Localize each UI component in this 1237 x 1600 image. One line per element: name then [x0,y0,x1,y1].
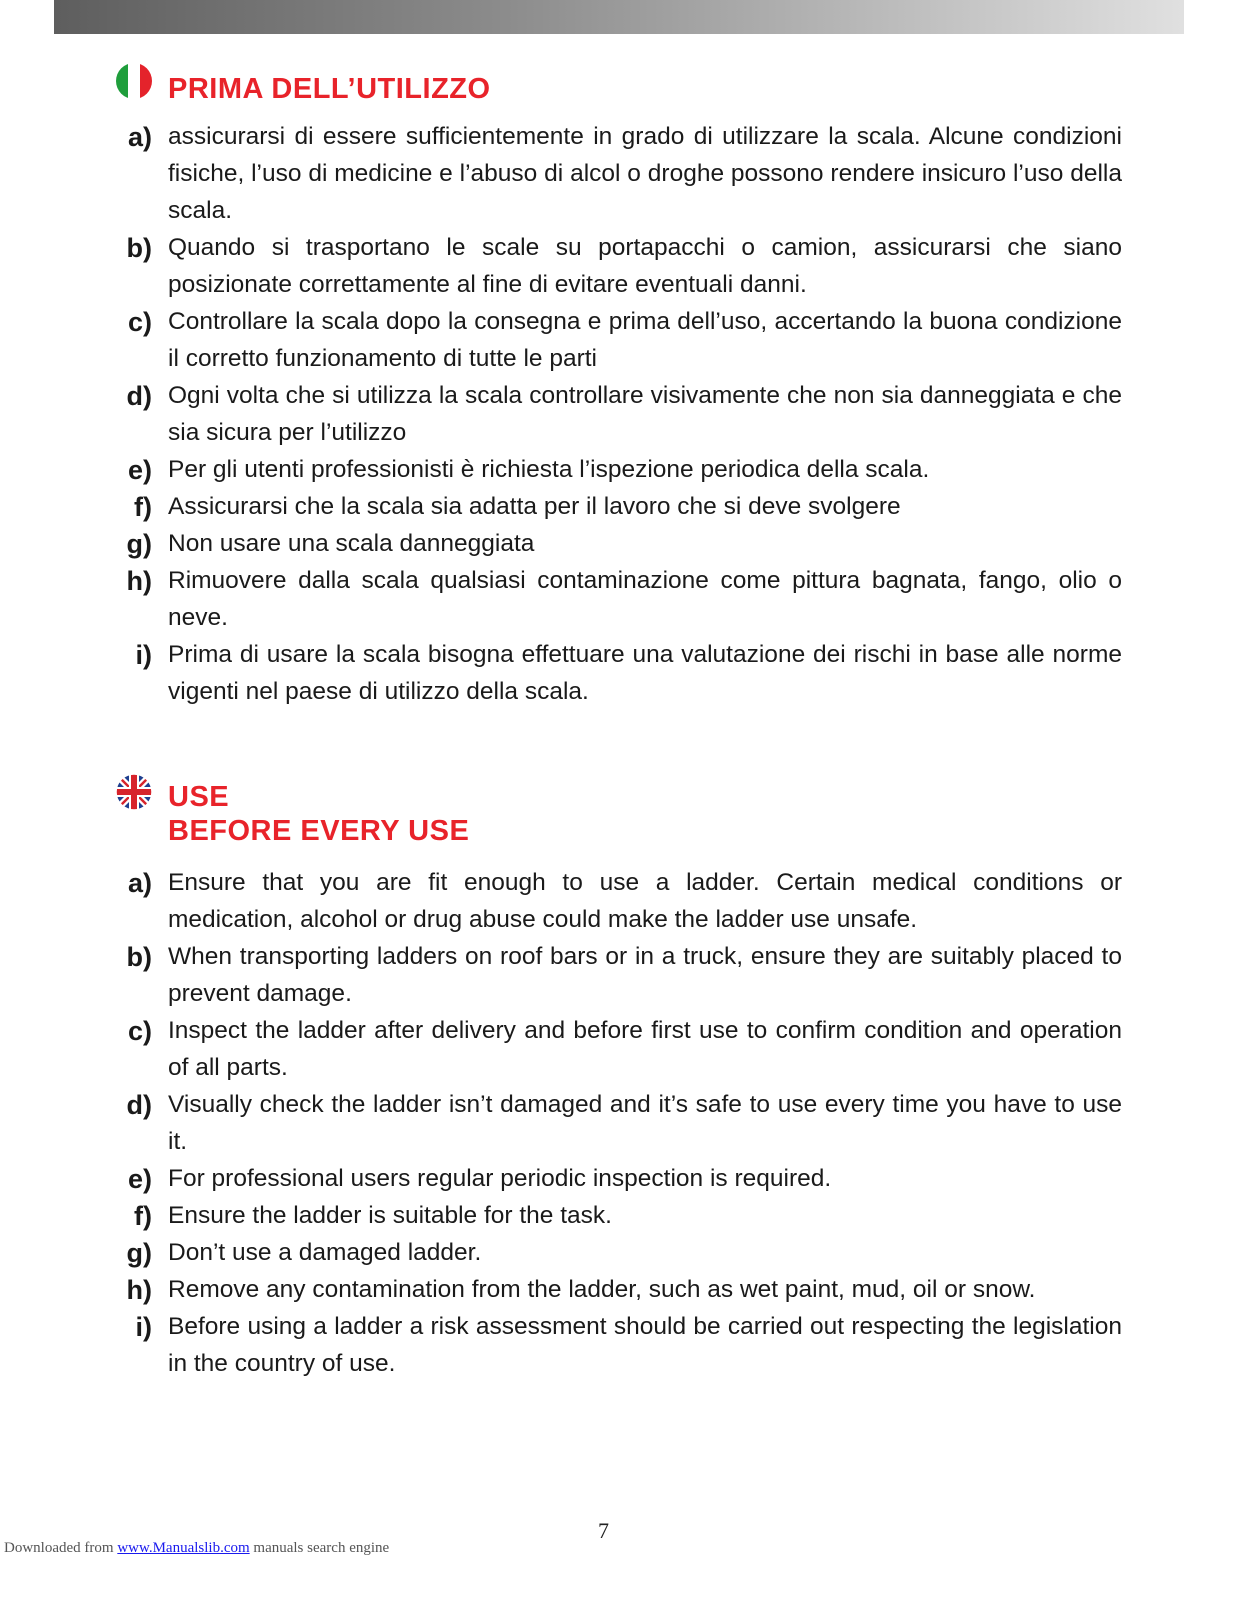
item-text: Inspect the ladder after delivery and before first use to confirm condition and operation of all parts. [168,1017,1122,1081]
list-item [0,1197,1237,1234]
item-marker: d) [126,381,152,411]
item-marker: h) [126,1275,152,1305]
italy-flag-icon [114,62,154,100]
item-list-italian [0,118,1237,710]
list-item [0,229,1237,303]
item-marker: g) [126,529,152,559]
item-text: Prima di usare la scala bisogna effettuare una valutazione dei rischi in base alle norme vigenti nel paese di utilizzo della scala. [168,641,1122,705]
list-item [0,1234,1237,1271]
item-marker: f) [134,492,152,522]
list-item [0,1160,1237,1197]
item-text: Per gli utenti professionisti è richiesta l’ispezione periodica della scala. [168,456,930,483]
item-marker: e) [127,455,152,485]
item-text: Don’t use a damaged ladder. [168,1239,482,1266]
heading-line-2: BEFORE EVERY USE [168,815,470,847]
item-marker: h) [126,566,152,596]
item-text: Ogni volta che si utilizza la scala controllare visivamente che non sia danneggiata e che sia sicura per l’utilizzo [168,382,1122,446]
item-text: Assicurarsi che la scala sia adatta per il lavoro che si deve svolgere [168,493,901,520]
item-marker: a) [127,868,152,898]
item-text: Controllare la scala dopo la consegna e prima dell’uso, accertando la buona condizione il corretto funzionamento di tutte le parti [168,308,1122,372]
item-marker: f) [134,1201,152,1231]
list-item [0,303,1237,377]
item-marker: g) [126,1238,152,1268]
item-marker: d) [126,1090,152,1120]
list-item [0,938,1237,1012]
list-item [0,636,1237,710]
item-text: Quando si trasportano le scale su portapacchi o camion, assicurarsi che siano posizionate correttamente al fine di evitare eventuali danni. [168,234,1122,298]
list-item [0,451,1237,488]
item-text: Before using a ladder a risk assessment should be carried out respecting the legislation in the country of use. [168,1313,1122,1377]
item-text: Visually check the ladder isn’t damaged and it’s safe to use every time you have to use it. [168,1091,1122,1155]
list-item [0,488,1237,525]
item-text: assicurarsi di essere sufficientemente in grado di utilizzare la scala. Alcune condizioni fisiche, l’uso di medicine e l’abuso di alcol o droghe possono rendere insicuro l’uso della scala. [168,123,1122,224]
footer-link[interactable]: www.Manualslib.com [117,1540,250,1556]
item-marker: c) [127,1016,152,1046]
item-marker: i) [135,640,152,670]
item-marker: e) [127,1164,152,1194]
list-item [0,864,1237,938]
list-item [0,1086,1237,1160]
item-marker: b) [126,942,152,972]
item-text: Ensure the ladder is suitable for the task. [168,1202,612,1229]
item-marker: b) [126,233,152,263]
item-text: Rimuovere dalla scala qualsiasi contaminazione come pittura bagnata, fango, olio o neve. [168,567,1122,631]
item-marker: a) [127,122,152,152]
heading-line-1: USE [168,781,230,813]
section-heading-english [168,780,469,848]
item-marker: i) [135,1312,152,1342]
footer-suffix: manuals search engine [249,1540,390,1556]
item-text: Remove any contamination from the ladder, such as wet paint, mud, oil or snow. [168,1276,1036,1303]
list-item [0,525,1237,562]
footer-prefix: Downloaded from [4,1540,118,1556]
list-item [0,1308,1237,1382]
list-item [0,562,1237,636]
item-marker: c) [127,307,152,337]
list-item [0,1012,1237,1086]
footer [4,1540,389,1557]
item-text: When transporting ladders on roof bars or in a truck, ensure they are suitably placed to prevent damage. [168,943,1122,1007]
item-text: Ensure that you are fit enough to use a ladder. Certain medical conditions or medication, alcohol or drug abuse could make the ladder use unsafe. [168,869,1122,933]
list-item [0,1271,1237,1308]
item-text: Non usare una scala danneggiata [168,530,535,557]
list-item [0,377,1237,451]
page-number: 7 [598,1518,609,1543]
list-item [0,118,1237,229]
item-text: For professional users regular periodic inspection is required. [168,1165,832,1192]
section-heading-italian: PRIMA DELL’UTILIZZO [168,73,491,105]
item-list-english [0,864,1237,1382]
header-bar [54,0,1184,34]
uk-flag-icon [114,772,154,812]
